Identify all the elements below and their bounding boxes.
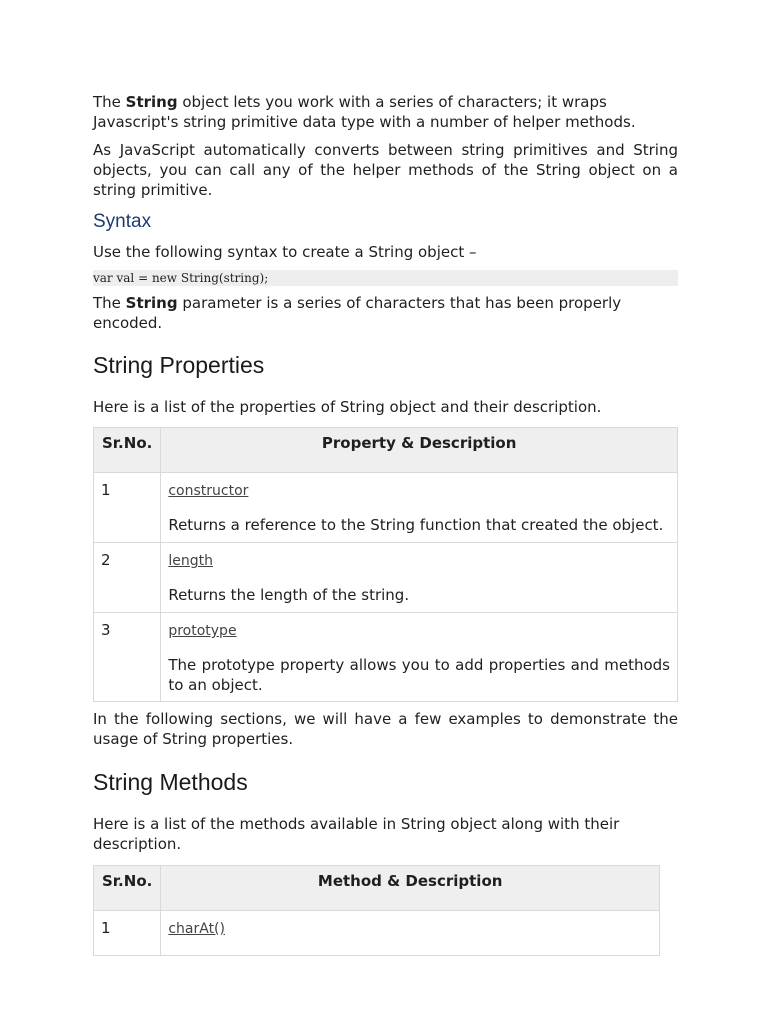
properties-intro: Here is a list of the properties of String object and their description.: [93, 398, 602, 416]
intro-text-pre: The: [93, 93, 126, 111]
document-page: [93, 92, 678, 956]
param-bold-string: String: [125, 294, 178, 312]
syntax-heading: Syntax: [93, 211, 152, 232]
row-description: The prototype property allows you to add properties and methods to an object.: [168, 656, 670, 694]
param-text-pre: The: [93, 294, 126, 312]
following-paragraph: In the following sections, we will have a few examples to demonstrate the usage of String properties.: [93, 710, 678, 748]
intro-bold-string: String: [125, 93, 178, 111]
properties-heading: String Properties: [93, 352, 265, 378]
table-row: [94, 543, 678, 613]
table-row: [94, 613, 678, 702]
intro-text-post: object lets you work with a series of characters; it wraps Javascript's string primitive data type with a number of helper methods.: [93, 93, 636, 131]
syntax-code-block: var val = new String(string);: [93, 270, 678, 286]
row-content: [161, 543, 678, 613]
property-link-prototype[interactable]: prototype: [168, 623, 237, 639]
table-row: [94, 911, 660, 956]
table-header-row: [94, 866, 660, 911]
row-number: 1: [94, 911, 161, 956]
column-header-method: Method & Description: [161, 866, 660, 911]
methods-intro: Here is a list of the methods available in String object along with their description.: [93, 815, 620, 853]
row-number: 1: [94, 473, 161, 543]
intro-paragraph-1: [93, 92, 678, 132]
param-text-post: parameter is a series of characters that has been properly encoded.: [93, 294, 622, 332]
row-content: [161, 613, 678, 702]
syntax-param-paragraph: [93, 293, 678, 333]
row-content: [161, 473, 678, 543]
methods-table: [93, 865, 660, 956]
table-row: [94, 473, 678, 543]
column-header-property: Property & Description: [161, 428, 678, 473]
syntax-intro: Use the following syntax to create a String object –: [93, 243, 477, 261]
property-link-length[interactable]: length: [168, 553, 213, 569]
method-link-charat[interactable]: charAt(): [168, 921, 225, 937]
methods-heading: String Methods: [93, 769, 248, 795]
intro-paragraph-2: As JavaScript automatically converts between string primitives and String objects, you can call any of the helper methods of the String object on a string primitive.: [93, 141, 678, 199]
property-link-constructor[interactable]: constructor: [168, 483, 249, 499]
row-description: Returns a reference to the String function that created the object.: [168, 516, 664, 534]
row-number: 2: [94, 543, 161, 613]
row-number: 3: [94, 613, 161, 702]
column-header-srno: Sr.No.: [94, 428, 161, 473]
column-header-srno: Sr.No.: [94, 866, 161, 911]
table-header-row: [94, 428, 678, 473]
properties-table: [93, 427, 678, 702]
row-description: Returns the length of the string.: [168, 586, 410, 604]
row-content: [161, 911, 660, 956]
